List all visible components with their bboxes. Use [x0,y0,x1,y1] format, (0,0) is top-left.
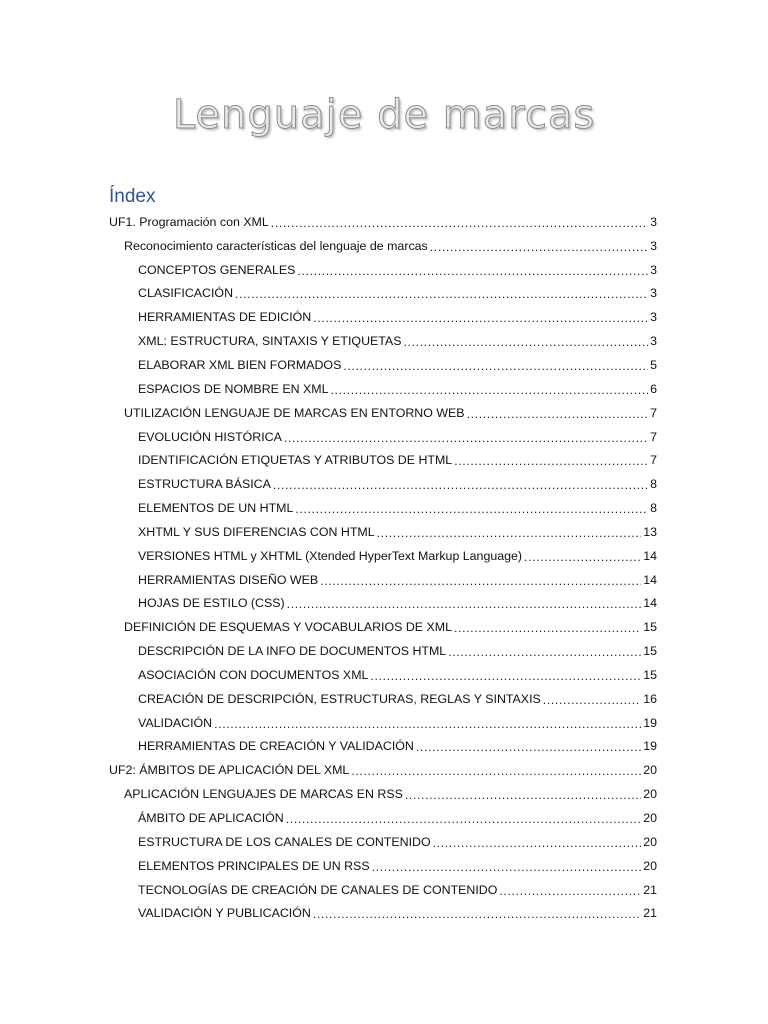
toc-entry-title: UF1. Programación con XML [109,214,269,229]
toc-dot-leader [403,335,648,347]
toc-dot-leader [416,740,641,752]
toc-entry-title: ÁMBITO DE APLICACIÓN [138,811,284,826]
toc-entry-title: TECNOLOGÍAS DE CREACIÓN DE CANALES DE CONTENIDO [138,882,498,897]
toc-entry-page-number: 7 [650,405,657,420]
toc-entry[interactable] [0,448,768,472]
toc-dot-leader [454,454,648,466]
toc-entry-title: DESCRIPCIÓN DE LA INFO DE DOCUMENTOS HTML [138,644,447,659]
toc-entry-page-number: 20 [643,858,657,873]
toc-entry-row [138,644,657,658]
toc-entry[interactable] [0,282,768,306]
toc-dot-leader [448,645,641,657]
toc-entry-page-number: 19 [643,739,657,754]
toc-entry-row [138,525,657,539]
toc-entry-page-number: 20 [643,834,657,849]
toc-entry[interactable] [0,568,768,592]
toc-entry-row [138,549,657,563]
toc-entry[interactable] [0,806,768,830]
toc-entry-row [138,716,657,730]
toc-dot-leader [297,264,648,276]
toc-entry-title: ASOCIACIÓN CON DOCUMENTOS XML [138,667,369,682]
toc-entry-page-number: 13 [643,524,657,539]
toc-entry[interactable] [0,472,768,496]
toc-entry-page-number: 16 [643,691,657,706]
toc-dot-leader [543,693,641,705]
toc-dot-leader [343,359,648,371]
toc-entry-title: HERRAMIENTAS DISEÑO WEB [138,572,319,587]
toc-dot-leader [499,884,641,896]
toc-entry-row [138,382,657,396]
toc-entry[interactable] [0,615,768,639]
toc-entry[interactable] [0,758,768,782]
toc-entry[interactable] [0,592,768,616]
toc-entry-page-number: 5 [650,357,657,372]
toc-entry-title: DEFINICIÓN DE ESQUEMAS Y VOCABULARIOS DE XML [124,620,452,635]
toc-entry[interactable] [0,234,768,258]
toc-dot-leader [377,526,642,538]
toc-entry[interactable] [0,496,768,520]
toc-entry-title: IDENTIFICACIÓN ETIQUETAS Y ATRIBUTOS DE HTML [138,453,453,468]
toc-entry-title: ESTRUCTURA BÁSICA [138,477,271,492]
toc-dot-leader [454,621,641,633]
toc-entry-row [138,859,657,873]
toc-entry-title: UTILIZACIÓN LENGUAJE DE MARCAS EN ENTORNO WEB [124,405,465,420]
toc-entry-row [138,358,657,372]
toc-dot-leader [331,383,649,395]
toc-entry-title: ELEMENTOS PRINCIPALES DE UN RSS [138,858,370,873]
toc-entry-title: VALIDACIÓN Y PUBLICACIÓN [138,906,311,921]
toc-entry[interactable] [0,258,768,282]
toc-entry-title: HOJAS DE ESTILO (CSS) [138,596,285,611]
toc-entry[interactable] [0,854,768,878]
toc-entry-title: ESTRUCTURA DE LOS CANALES DE CONTENIDO [138,834,431,849]
toc-entry-row [138,453,657,467]
toc-entry-page-number: 14 [643,548,657,563]
toc-heading: Índex [109,186,156,207]
toc-entry-title: ELABORAR XML BIEN FORMADOS [138,357,342,372]
toc-dot-leader [370,669,641,681]
toc-dot-leader [286,812,641,824]
toc-entry-page-number: 3 [650,238,657,253]
toc-entry-row [138,811,657,825]
toc-entry-row [138,501,657,515]
toc-entry-title: APLICACIÓN LENGUAJES DE MARCAS EN RSS [124,787,403,802]
toc-dot-leader [273,478,648,490]
toc-entry[interactable] [0,544,768,568]
toc-entry[interactable] [0,401,768,425]
toc-entry[interactable] [0,782,768,806]
toc-entry[interactable] [0,687,768,711]
toc-dot-leader [284,431,648,443]
toc-dot-leader [295,502,648,514]
toc-entry-page-number: 7 [650,453,657,468]
toc-entry-page-number: 15 [643,620,657,635]
toc-entry-title: HERRAMIENTAS DE CREACIÓN Y VALIDACIÓN [138,739,414,754]
toc-entry-title: CONCEPTOS GENERALES [138,262,296,277]
toc-entry-page-number: 20 [643,811,657,826]
toc-entry-title: ESPACIOS DE NOMBRE EN XML [138,381,329,396]
toc-entry-row [124,787,657,801]
toc-entry-title: UF2: ÁMBITOS DE APLICACIÓN DEL XML [109,763,350,778]
toc-entry-title: XHTML Y SUS DIFERENCIAS CON HTML [138,524,375,539]
toc-dot-leader [372,860,642,872]
toc-dot-leader [271,216,648,228]
toc-entry-title: CLASIFICACIÓN [138,286,234,301]
toc-entry[interactable] [0,377,768,401]
toc-dot-leader [405,788,641,800]
toc-entry[interactable] [0,305,768,329]
toc-entry[interactable] [0,830,768,854]
toc-dot-leader [430,240,648,252]
toc-entry[interactable] [0,639,768,663]
toc-entry[interactable] [0,711,768,735]
toc-entry-row [138,430,657,444]
toc-entry-page-number: 3 [650,334,657,349]
toc-entry-page-number: 7 [650,429,657,444]
toc-dot-leader [467,407,649,419]
toc-entry-row [138,286,657,300]
toc-entry-row [138,906,657,920]
toc-entry-row [138,883,657,897]
toc-entry-row [124,239,657,253]
toc-entry-page-number: 3 [650,262,657,277]
toc-entry-page-number: 15 [643,667,657,682]
toc-entry-row [109,215,657,229]
toc-entry-page-number: 20 [643,763,657,778]
toc-entry-title: ELEMENTOS DE UN HTML [138,501,294,516]
toc-entry[interactable] [0,663,768,687]
table-of-contents [0,210,768,925]
toc-entry-title: EVOLUCIÓN HISTÓRICA [138,429,282,444]
toc-dot-leader [287,597,642,609]
toc-entry-row [124,620,657,634]
toc-entry-row [138,334,657,348]
toc-entry-title: HERRAMIENTAS DE EDICIÓN [138,310,312,325]
toc-entry-page-number: 14 [643,596,657,611]
toc-entry-page-number: 3 [650,286,657,301]
toc-entry[interactable] [0,735,768,759]
toc-entry-page-number: 21 [643,906,657,921]
toc-entry-page-number: 19 [643,715,657,730]
toc-dot-leader [214,717,641,729]
toc-entry-page-number: 8 [650,477,657,492]
toc-entry-row [138,835,657,849]
toc-entry[interactable] [0,901,768,925]
toc-entry[interactable] [0,329,768,353]
toc-entry-row [138,668,657,682]
toc-entry-row [138,692,657,706]
toc-dot-leader [351,764,641,776]
toc-entry-title: VALIDACIÓN [138,715,213,730]
toc-entry-row [109,763,657,777]
toc-entry[interactable] [0,425,768,449]
toc-dot-leader [313,311,648,323]
toc-entry[interactable] [0,210,768,234]
toc-dot-leader [320,574,641,586]
toc-entry-row [138,739,657,753]
toc-entry-row [124,406,657,420]
toc-entry[interactable] [0,353,768,377]
toc-entry-page-number: 6 [650,381,657,396]
toc-entry-page-number: 20 [643,787,657,802]
toc-entry-page-number: 8 [650,501,657,516]
toc-entry[interactable] [0,520,768,544]
toc-entry-row [138,477,657,491]
toc-entry-row [138,263,657,277]
toc-entry-page-number: 21 [643,882,657,897]
toc-entry-title: XML: ESTRUCTURA, SINTAXIS Y ETIQUETAS [138,334,402,349]
toc-entry-row [138,596,657,610]
toc-dot-leader [433,836,642,848]
toc-entry-page-number: 14 [643,572,657,587]
toc-entry-row [138,310,657,324]
document-title: Lenguaje de marcas [172,92,596,138]
toc-entry-page-number: 3 [650,214,657,229]
toc-entry[interactable] [0,878,768,902]
toc-dot-leader [524,550,641,562]
toc-entry-page-number: 3 [650,310,657,325]
toc-entry-title: VERSIONES HTML y XHTML (Xtended HyperText Markup Language) [138,548,523,563]
toc-entry-row [138,573,657,587]
toc-entry-title: CREACIÓN DE DESCRIPCIÓN, ESTRUCTURAS, REGLAS Y SINTAXIS [138,691,541,706]
toc-dot-leader [313,907,641,919]
toc-entry-title: Reconocimiento características del lenguaje de marcas [124,238,428,253]
toc-entry-page-number: 15 [643,644,657,659]
toc-dot-leader [235,287,648,299]
